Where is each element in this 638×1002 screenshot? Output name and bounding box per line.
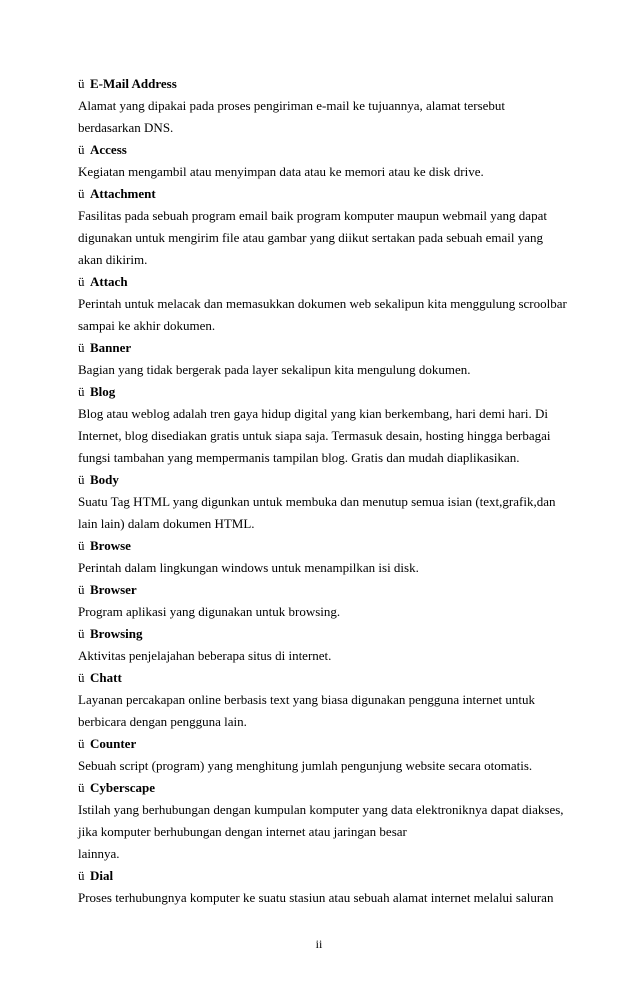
glossary-term-label: Blog [90, 384, 116, 399]
checkmark-bullet-icon: ü [78, 186, 85, 201]
checkmark-bullet-icon: ü [78, 780, 85, 795]
glossary-term [78, 139, 568, 161]
glossary-definition [78, 645, 568, 667]
glossary-entry [78, 337, 568, 381]
definition-line: fungsi tambahan yang mempermanis tampilan blog. Gratis dan mudah diaplikasikan. [78, 450, 520, 465]
checkmark-bullet-icon: ü [78, 670, 85, 685]
glossary-list [78, 73, 568, 909]
definition-line: Sebuah script (program) yang menghitung jumlah pengunjung website secara otomatis. [78, 758, 533, 773]
glossary-term [78, 381, 568, 403]
definition-line: Internet, blog disediakan gratis untuk siapa saja. Termasuk desain, hosting hingga berbagai [78, 428, 551, 443]
checkmark-bullet-icon: ü [78, 626, 85, 641]
definition-line: Fasilitas pada sebuah program email baik program komputer maupun webmail yang dapat [78, 208, 547, 223]
glossary-definition [78, 799, 568, 865]
glossary-term-label: Body [90, 472, 119, 487]
glossary-entry [78, 733, 568, 777]
glossary-term [78, 535, 568, 557]
glossary-entry [78, 381, 568, 469]
glossary-term-label: Access [90, 142, 127, 157]
glossary-term [78, 469, 568, 491]
definition-line: Layanan percakapan online berbasis text yang biasa digunakan pengguna internet untuk [78, 692, 536, 707]
glossary-definition [78, 95, 568, 139]
glossary-entry [78, 469, 568, 535]
glossary-term [78, 667, 568, 689]
glossary-definition [78, 403, 568, 469]
definition-line: berbicara dengan pengguna lain. [78, 714, 247, 729]
glossary-term-label: Chatt [90, 670, 122, 685]
checkmark-bullet-icon: ü [78, 274, 85, 289]
glossary-term [78, 733, 568, 755]
checkmark-bullet-icon: ü [78, 384, 85, 399]
checkmark-bullet-icon: ü [78, 472, 85, 487]
glossary-entry [78, 271, 568, 337]
definition-line: Perintah untuk melacak dan memasukkan dokumen web sekalipun kita menggulung scroolbar [78, 296, 567, 311]
glossary-entry [78, 865, 568, 909]
definition-line: lainnya. [78, 846, 120, 861]
glossary-term [78, 183, 568, 205]
glossary-definition [78, 205, 568, 271]
definition-line: Perintah dalam lingkungan windows untuk menampilkan isi disk. [78, 560, 419, 575]
checkmark-bullet-icon: ü [78, 340, 85, 355]
definition-line: Istilah yang berhubungan dengan kumpulan komputer yang data elektroniknya dapat diakses, [78, 802, 564, 817]
glossary-definition [78, 689, 568, 733]
definition-line: Program aplikasi yang digunakan untuk browsing. [78, 604, 341, 619]
glossary-definition [78, 491, 568, 535]
glossary-term [78, 623, 568, 645]
glossary-entry [78, 623, 568, 667]
glossary-entry [78, 535, 568, 579]
glossary-term [78, 337, 568, 359]
definition-line: Proses terhubungnya komputer ke suatu stasiun atau sebuah alamat internet melalui saluran [78, 890, 554, 905]
glossary-term [78, 73, 568, 95]
checkmark-bullet-icon: ü [78, 736, 85, 751]
glossary-term-label: E-Mail Address [90, 76, 177, 91]
glossary-definition [78, 359, 568, 381]
definition-line: jika komputer berhubungan dengan internet atau jaringan besar [78, 824, 407, 839]
glossary-definition [78, 293, 568, 337]
glossary-entry [78, 183, 568, 271]
definition-line: berdasarkan DNS. [78, 120, 174, 135]
page-number: ii [315, 937, 323, 951]
checkmark-bullet-icon: ü [78, 538, 85, 553]
glossary-definition [78, 557, 568, 579]
definition-line: Kegiatan mengambil atau menyimpan data atau ke memori atau ke disk drive. [78, 164, 484, 179]
glossary-term [78, 865, 568, 887]
definition-line: lain lain) dalam dokumen HTML. [78, 516, 255, 531]
definition-line: akan dikirim. [78, 252, 148, 267]
glossary-entry [78, 73, 568, 139]
definition-line: sampai ke akhir dokumen. [78, 318, 216, 333]
glossary-term-label: Attachment [90, 186, 156, 201]
glossary-entry [78, 139, 568, 183]
glossary-term-label: Browser [90, 582, 137, 597]
glossary-term [78, 271, 568, 293]
glossary-definition [78, 887, 568, 909]
glossary-definition [78, 161, 568, 183]
definition-line: Bagian yang tidak bergerak pada layer sekalipun kita mengulung dokumen. [78, 362, 471, 377]
glossary-term-label: Banner [90, 340, 132, 355]
checkmark-bullet-icon: ü [78, 142, 85, 157]
glossary-term-label: Browsing [90, 626, 143, 641]
checkmark-bullet-icon: ü [78, 868, 85, 883]
checkmark-bullet-icon: ü [78, 582, 85, 597]
glossary-term-label: Cyberscape [90, 780, 155, 795]
definition-line: Aktivitas penjelajahan beberapa situs di internet. [78, 648, 332, 663]
checkmark-bullet-icon: ü [78, 76, 85, 91]
definition-line: digunakan untuk mengirim file atau gambar yang diikut sertakan pada sebuah email yang [78, 230, 543, 245]
definition-line: Alamat yang dipakai pada proses pengiriman e-mail ke tujuannya, alamat tersebut [78, 98, 506, 113]
glossary-term [78, 777, 568, 799]
definition-line: Suatu Tag HTML yang digunkan untuk membuka dan menutup semua isian (text,grafik,dan [78, 494, 556, 509]
glossary-term-label: Counter [90, 736, 137, 751]
glossary-term-label: Attach [90, 274, 128, 289]
glossary-term-label: Dial [90, 868, 114, 883]
definition-line: Blog atau weblog adalah tren gaya hidup digital yang kian berkembang, hari demi hari. Di [78, 406, 549, 421]
glossary-term [78, 579, 568, 601]
glossary-term-label: Browse [90, 538, 131, 553]
glossary-entry [78, 777, 568, 865]
glossary-definition [78, 755, 568, 777]
glossary-entry [78, 667, 568, 733]
glossary-definition [78, 601, 568, 623]
glossary-entry [78, 579, 568, 623]
